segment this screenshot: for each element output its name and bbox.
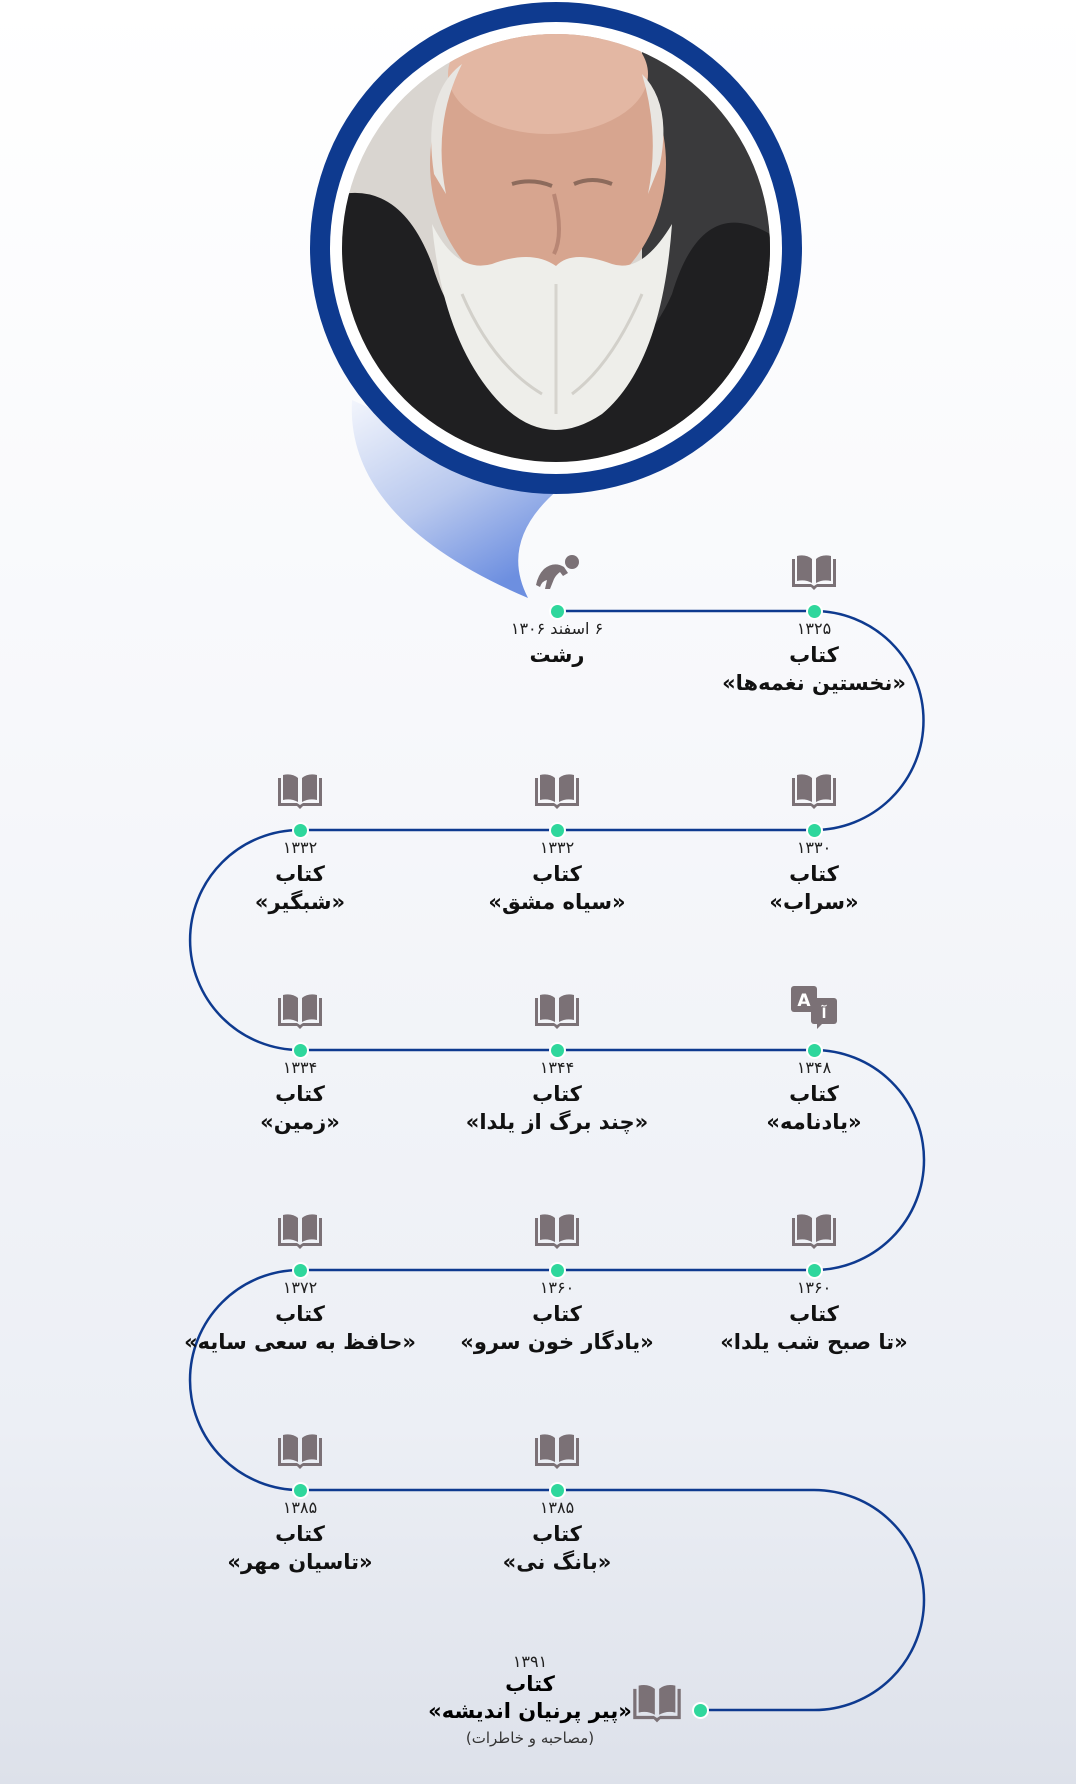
event-year: ۱۳۸۵	[539, 1498, 575, 1517]
event-year: ۱۳۳۲	[282, 838, 318, 857]
event-title-line2: «زمین»	[260, 1110, 340, 1134]
open-book-icon	[630, 1682, 684, 1726]
translate-icon	[789, 984, 839, 1024]
event-title-line1: رشت	[529, 643, 585, 667]
event-b1325	[694, 553, 934, 693]
event-title-line2: «پیر پرنیان اندیشه»	[428, 1699, 632, 1723]
event-year: ۱۳۲۵	[796, 619, 832, 638]
event-b1385a	[437, 1432, 677, 1572]
event-title-line1: کتاب	[505, 1672, 555, 1696]
event-title-line1: کتاب	[532, 1302, 582, 1326]
event-year: ۱۳۳۲	[539, 838, 575, 857]
event-title-line2: «نخستین نغمه‌ها»	[722, 671, 906, 695]
event-title-line1: کتاب	[532, 1082, 582, 1106]
open-book-icon	[532, 1212, 582, 1252]
event-last	[410, 1652, 650, 1747]
event-year: ۱۳۸۵	[282, 1498, 318, 1517]
event-title-line2: «بانگ نی»	[502, 1550, 612, 1574]
event-b1372	[180, 1212, 420, 1352]
open-book-icon	[275, 1212, 325, 1252]
svg-text:A: A	[797, 991, 811, 1011]
event-year: ۱۳۹۱	[512, 1652, 548, 1671]
open-book-icon	[532, 1432, 582, 1472]
event-title-line1: کتاب	[532, 1522, 582, 1546]
event-title-line1: کتاب	[789, 862, 839, 886]
timeline-dot	[694, 1704, 707, 1717]
event-year: ۱۳۳۴	[282, 1058, 318, 1077]
open-book-icon	[789, 553, 839, 593]
event-year: ۱۳۶۰	[539, 1278, 575, 1297]
event-title-line1: کتاب	[532, 862, 582, 886]
open-book-icon	[275, 992, 325, 1032]
event-b1334	[180, 992, 420, 1132]
event-title-line1: کتاب	[789, 643, 839, 667]
open-book-icon	[275, 772, 325, 812]
event-b1385b	[180, 1432, 420, 1572]
event-year: ۱۳۴۸	[796, 1058, 832, 1077]
open-book-icon	[532, 992, 582, 1032]
open-book-icon	[275, 1432, 325, 1472]
event-year: ۶ اسفند ۱۳۰۶	[510, 619, 604, 638]
event-title-line2: «یادنامه»	[766, 1110, 862, 1134]
event-b1330	[694, 772, 934, 912]
event-title-line1: کتاب	[275, 1522, 325, 1546]
event-title-line2: «چند برگ از یلدا»	[465, 1110, 649, 1134]
event-b1332a	[437, 772, 677, 912]
event-title-line2: «تاسیان مهر»	[227, 1550, 373, 1574]
event-title-line1: کتاب	[789, 1082, 839, 1106]
event-title-line1: کتاب	[275, 1082, 325, 1106]
event-year: ۱۳۶۰	[796, 1278, 832, 1297]
event-title-line1: کتاب	[275, 1302, 325, 1326]
event-title-line1: کتاب	[789, 1302, 839, 1326]
event-title-line2: «یادگار خون سرو»	[460, 1330, 654, 1354]
event-title-line2: «حافظ به سعی سایه»	[184, 1330, 416, 1354]
event-title-line2: «تا صبح شب یلدا»	[720, 1330, 908, 1354]
event-b1344	[437, 992, 677, 1132]
open-book-icon	[532, 772, 582, 812]
event-year: ۱۳۷۲	[282, 1278, 318, 1297]
event-title-line2: «سراب»	[769, 890, 859, 914]
event-b1348	[694, 992, 934, 1132]
open-book-icon	[789, 772, 839, 812]
event-year: ۱۳۴۴	[539, 1058, 575, 1077]
event-birth	[437, 553, 677, 693]
event-b1360b	[437, 1212, 677, 1352]
event-year: ۱۳۳۰	[796, 838, 832, 857]
crawling-baby-icon	[532, 553, 582, 593]
event-title-line2: «شبگیر»	[254, 890, 346, 914]
event-title-line2: «سیاه مشق»	[488, 890, 626, 914]
event-note: (مصاحبه و خاطرات)	[465, 1729, 595, 1747]
svg-text:آ: آ	[821, 1006, 827, 1022]
open-book-icon	[789, 1212, 839, 1252]
event-b1360a	[694, 1212, 934, 1352]
event-b1332b	[180, 772, 420, 912]
event-title-line1: کتاب	[275, 862, 325, 886]
